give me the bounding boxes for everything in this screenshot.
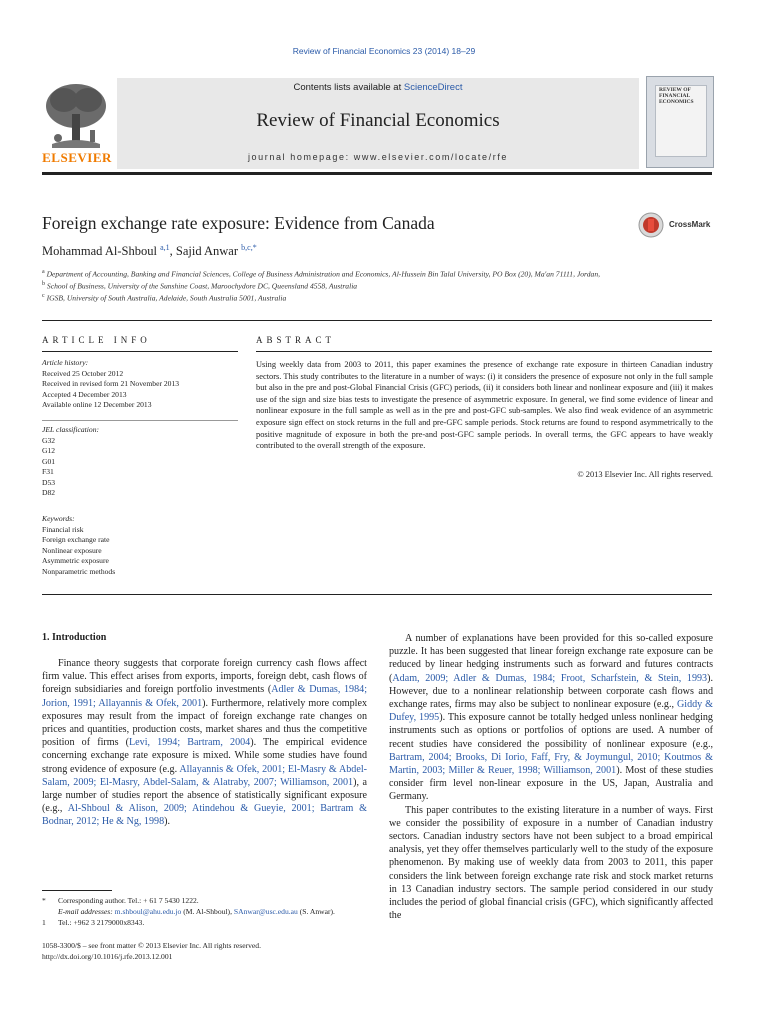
left-column: [42, 657, 367, 829]
footnote-tel: [42, 918, 382, 929]
doi-link[interactable]: http://dx.doi.org/10.1016/j.rfe.2013.12.001: [42, 952, 173, 961]
body-paragraph: This paper contributes to the existing literature in a number of ways. First we consider the possibility of exposure in a number of Canadian industry sectors. Canadian industry sectors have not been subject to a broad empirical analysis, yet they offer themselves particularly well to the study of the exposure phenomenon. By making use of weekly data from 2003 to 2011, this paper considers the link between foreign exchange rate risk and stock market returns in 13 Canadian industry sectors. The sample period considered in our study includes the period of global financial crisis (GFC), which significantly affected the: [389, 804, 713, 922]
history-item: Received 25 October 2012: [42, 368, 124, 378]
keyword: Nonlinear exposure: [42, 545, 102, 555]
jel-code: G01: [42, 456, 56, 466]
body-paragraph: [389, 632, 713, 804]
journal-cover: [646, 76, 714, 168]
author-affil-sup[interactable]: a,1: [160, 243, 170, 252]
affiliation: [42, 281, 732, 291]
body-text: ). Most of these studies consider firm level non-linear exposure in the US, Japan, Australia and Germany.: [389, 765, 713, 803]
body-text: ). Furthermore, relatively more complex exposures may result from the impact of foreign exchange rate changes on prices and quantities, production costs, market shares and thus the competitive position of firms (: [42, 697, 367, 749]
footnote-star: *: [42, 896, 46, 905]
footnote-text: Tel.: +962 3 2179000x8343.: [58, 918, 145, 927]
journal-title: Review of Financial Economics: [256, 110, 500, 131]
affil-sup: c: [42, 293, 45, 299]
keywords-label: Keywords:: [42, 514, 75, 523]
author-name: Sajid Anwar: [175, 244, 239, 259]
body-text: ).: [164, 816, 171, 828]
crossmark-label[interactable]: CrossMark: [669, 220, 711, 229]
email-label: E-mail addresses:: [58, 907, 115, 916]
keyword: Financial risk: [42, 524, 84, 534]
jel-code: D82: [42, 488, 56, 497]
footnote-email: [42, 907, 398, 918]
jel-code: D53: [42, 477, 56, 487]
email-owner: (S. Anwar).: [297, 907, 335, 916]
header-rule: [42, 172, 712, 175]
jel-classification: [42, 425, 242, 499]
footnote-corresponding: [42, 896, 382, 907]
abstract-copyright: © 2013 Elsevier Inc. All rights reserved.: [577, 470, 713, 479]
history-item: Available online 12 December 2013: [42, 400, 152, 409]
contents-prefix: Contents lists available at: [293, 82, 404, 93]
abstract-rule: [256, 351, 712, 352]
body-text: ). The empirical evidence concerning exchange rate exposure is mixed. While some studies have found strong evidence of exposure (e.g.: [42, 737, 367, 775]
citation-link[interactable]: Adler & Dumas, 1984; Jorion, 1991; Allayannis & Ofek, 2001: [42, 684, 368, 709]
info-divider: [42, 420, 238, 421]
affiliation: [42, 293, 732, 303]
affiliation: [42, 269, 732, 279]
author-line: [42, 243, 257, 259]
affil-sup: a: [42, 269, 45, 275]
history-item: Received in revised form 21 November 2013: [42, 379, 180, 388]
sciencedirect-link[interactable]: ScienceDirect: [403, 82, 463, 93]
history-label: Article history:: [42, 358, 89, 367]
author-name: Mohammad Al-Shboul: [42, 244, 157, 259]
citation-link[interactable]: Al-Shboul & Alison, 2009; Atindehou & Gueyie, 2001; Bartram & Bodnar, 2012; He & Ng, 1998: [42, 803, 367, 828]
section-rule: [42, 320, 712, 321]
right-column: [389, 632, 713, 922]
article-info-heading: ARTICLE INFO: [42, 335, 151, 345]
keyword: Foreign exchange rate: [42, 535, 110, 544]
article-title: Foreign exchange rate exposure: Evidence from Canada: [42, 213, 435, 233]
email-owner: (M. Al-Shboul),: [181, 907, 234, 916]
affil-text: IGSB, University of South Australia, Adelaide, South Australia 5001, Australia: [46, 293, 287, 303]
citation-link[interactable]: Bartram, 2004; Brooks, Di Iorio, Faff, Fry, & Joymungul, 2010; Koutmos & Martin, 2003; Miller & Reuer, 1998; Williamson, 2001: [389, 751, 713, 777]
footnote-text: Corresponding author. Tel.: + 61 7 5430 1222.: [58, 896, 199, 905]
abstract-text: Using weekly data from 2003 to 2011, this paper examines the presence of exchange rate exposure in thirteen Canadian industry sectors. This study contributes to the literature in a number of ways: (i) it considers the presence of exposure not only in the full sample but also in the pre and post-Global Financial Crisis (GFC) periods, (ii) it considers both linear and nonlinear exposure and (iii) it makes use of the sign and size bias tests to investigate the presence of asymmetric exposure. In general, we find some evidence of linear and nonlinear exposure in the full sample as well as in the pre and post-GFC sub-samples. We also find weak evidence of an asymmetric exposure sign effect on stock returns in the full and pre-GFC sample periods. Stock returns are found to respond asymmetrically to the positive magnitude of exposure in both the pre-and post-GFC sample periods. In overall terms, the GFC appears to have weakly contributed to the overall strength of the exposure.: [256, 360, 713, 451]
jel-code: G12: [42, 446, 56, 455]
abstract-heading: ABSTRACT: [256, 335, 336, 345]
affil-sup: b: [42, 281, 45, 287]
abstract-end-rule: [42, 594, 712, 595]
history-item: Accepted 4 December 2013: [42, 389, 127, 399]
author-affil-sup[interactable]: b,c,*: [241, 243, 257, 252]
jel-label: JEL classification:: [42, 425, 100, 434]
affil-text: School of Business, University of the Sunshine Coast, Maroochydore DC, Queensland 4558, Australia: [46, 281, 358, 291]
journal-citation[interactable]: Review of Financial Economics 23 (2014) 18–29: [292, 46, 476, 56]
cover-title: REVIEW OF FINANCIAL ECONOMICS: [659, 87, 694, 105]
footnote-rule: [42, 890, 112, 891]
body-text: ), a large number of studies report the absence of statistically significant exposure (e.g.,: [42, 776, 367, 815]
author-separator: ,: [169, 244, 176, 259]
body-text: A number of explanations have been provided for this so-called exposure puzzle. It has been suggested that linear foreign exchange rate exposure can be reduced by linear hedging instruments such as forward and futures contracts (: [389, 633, 713, 684]
email-link[interactable]: SAnwar@usc.edu.au: [233, 907, 298, 916]
contents-line: [117, 82, 639, 93]
footnote-number: 1: [42, 918, 46, 927]
citation-link[interactable]: Adam, 2009; Adler & Dumas, 1984; Froot, Scharfstein, & Stein, 1993: [392, 672, 708, 684]
elsevier-wordmark: ELSEVIER: [42, 150, 112, 165]
affil-text: Department of Accounting, Banking and Financial Sciences, College of Business Administration and Economics, Al-Hussein Bin Talal University, PO Box (20), Ma'an 71111, Jordan,: [46, 269, 601, 279]
article-history: [42, 358, 242, 411]
body-text: ). This exposure cannot be totally hedged unless nonlinear hedging instruments such as options or portfolios of options are used. A number of recent studies have considered the possibility of nonlinear exposure (e.g.,: [389, 712, 713, 750]
keyword: Asymmetric exposure: [42, 556, 109, 565]
body-paragraph: [42, 657, 367, 829]
citation-link[interactable]: Giddy & Dufey, 1995: [389, 699, 713, 724]
citation-link[interactable]: Allayannis & Ofek, 2001; El-Masry & Abdel-Salam, 2009; El-Masry, Abdel-Salam, & Alatraby, 2007; Williamson, 2001: [42, 763, 367, 788]
body-text: Finance theory suggests that corporate foreign currency cash flows affect firm value. This effect arises from exports, imports, foreign debt, cash flows of foreign subsidiaries and foreign portfolio investments (: [42, 658, 367, 696]
jel-code: F31: [42, 467, 54, 476]
journal-homepage[interactable]: journal homepage: www.elsevier.com/locate/rfe: [247, 152, 509, 162]
email-link[interactable]: m.shboul@ahu.edu.jo: [114, 907, 182, 916]
keyword: Nonparametric methods: [42, 566, 116, 576]
keywords: [42, 514, 242, 577]
jel-code: G32: [42, 435, 56, 445]
info-rule: [42, 351, 238, 352]
body-text: ). However, due to a nonlinear relationship between corporate cash flows and exchange rates, firms may also be subject to nonlinear exposure (e.g.,: [389, 672, 713, 711]
issn-line: 1058-3300/$ – see front matter © 2013 Elsevier Inc. All rights reserved.: [42, 941, 261, 950]
section-heading: 1. Introduction: [42, 632, 107, 643]
citation-link[interactable]: Levi, 1994; Bartram, 2004: [129, 737, 251, 749]
